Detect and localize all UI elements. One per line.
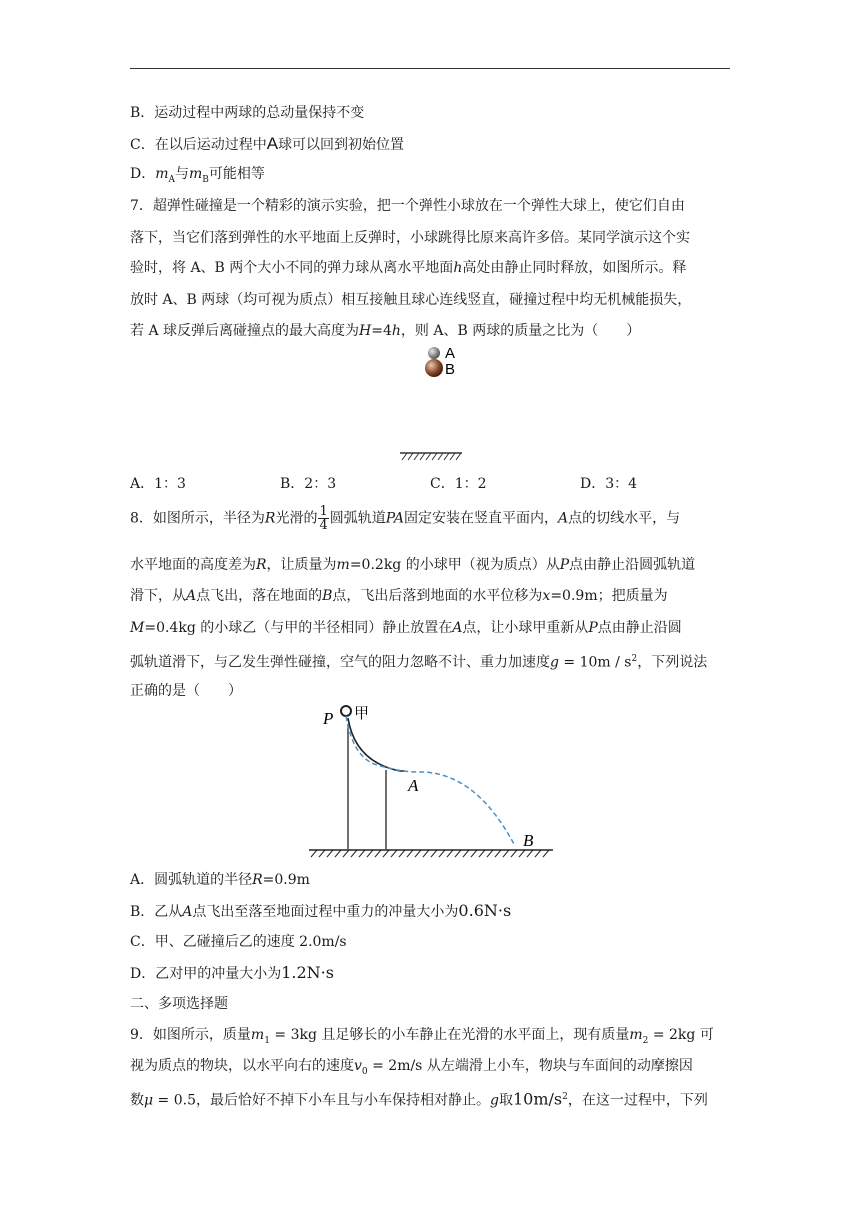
q8-option-d: D．乙对甲的冲量大小为1.2N·s <box>130 963 334 982</box>
ball-a-label: A <box>445 345 456 362</box>
q7-options <box>130 473 730 493</box>
header-rule <box>130 68 730 69</box>
quarter-fraction: $\frac{1}{4}$ <box>319 504 328 533</box>
q9-text-line3: 数μ = 0.5，最后恰好不掉下小车且与小车保持相对静止。g取$10m/s^2$，在这一过程中，下列 <box>130 1089 708 1109</box>
q8-text-line3: 滑下，从A点飞出，落在地面的B点，飞出后落到地面的水平位移为x=0.9m；把质量为 <box>130 588 668 604</box>
q7-option-d: D．3：4 <box>580 476 638 492</box>
q6-option-b: B．运动过程中两球的总动量保持不变 <box>130 105 365 121</box>
ball-b <box>425 359 443 377</box>
point-p-label: P <box>323 709 334 728</box>
ball-jia-label: 甲 <box>354 704 370 722</box>
point-b-label: B <box>523 831 534 850</box>
q9-text-line2: 视为质点的物块，以水平向右的速度$v_0 = 2m/s$ 从左端滑上小车，物块与车面间的动摩擦因 <box>130 1058 693 1077</box>
ball-jia <box>341 706 351 716</box>
q8-text-line2: 水平地面的高度差为R，让质量为m=0.2kg 的小球甲（视为质点）从P点由静止沿圆弧轨道 <box>130 557 696 573</box>
q8-option-a: A．圆弧轨道的半径R=0.9m <box>130 872 310 888</box>
q8-option-b: B．乙从A点飞出至落至地面过程中重力的冲量大小为0.6N·s <box>130 901 512 920</box>
q8-text-line4: M=0.4kg 的小球乙（与甲的半径相同）静止放置在A点，让小球甲重新从P点由静止沿圆 <box>130 620 682 636</box>
section-heading: 二、多项选择题 <box>130 996 228 1012</box>
q9-text-line1: 9．如图所示，质量$m_1 = 3kg$ 且足够长的小车静止在光滑的水平面上，现有质量$m_2 = 2kg$ 可 <box>130 1027 714 1046</box>
q7-text-line2: 落下，当它们落到弹性的水平地面上反弹时，小球跳得比原来高许多倍。某同学演示这个实 <box>130 230 690 246</box>
q7-text-line3: 验时，将 A、B 两个大小不同的弹力球从离水平地面h高处由静止同时释放，如图所示。释 <box>130 260 687 276</box>
q8-option-c: C．甲、乙碰撞后乙的速度 2.0m/s <box>130 934 347 950</box>
q6-option-d: D．$m_A$与$m_B$可能相等 <box>130 166 265 185</box>
ball-b-label: B <box>445 361 456 378</box>
q8-text-line1: 8．如图所示，半径为R光滑的 $\frac{1}{4}$ 圆弧轨道PA固定安装在竖直平面内，A点的切线水平，与 <box>130 504 681 533</box>
q8-text-line6: 正确的是（ ） <box>130 683 242 699</box>
q8-figure <box>305 700 565 865</box>
q6-option-c: C．在以后运动过程中A球可以回到初始位置 <box>130 134 405 153</box>
q7-text-line5: 若 A 球反弹后离碰撞点的最大高度为H=4h，则 A、B 两球的质量之比为（ ） <box>130 323 641 339</box>
ground-hatch <box>309 850 553 857</box>
q7-text-line4: 放时 A、B 两球（均可视为质点）相互接触且球心连线竖直，碰撞过程中均无机械能损失， <box>130 292 692 308</box>
q7-option-c: C．1：2 <box>430 476 487 492</box>
q7-text-line1: 7．超弹性碰撞是一个精彩的演示实验，把一个弹性小球放在一个弹性大球上，使它们自由 <box>130 198 685 214</box>
q8-text-line5: 弧轨道滑下，与乙发生弹性碰撞，空气的阻力忽略不计、重力加速度$g = 10m / s^2$，下列说法 <box>130 654 708 671</box>
arc-track <box>348 718 405 771</box>
ground-hatch <box>400 453 462 460</box>
ball-a <box>428 347 440 359</box>
q7-option-b: B．2：3 <box>280 476 337 492</box>
q7-figure <box>390 340 470 465</box>
q7-option-a: A．1：3 <box>130 476 186 492</box>
trajectory-path <box>346 716 515 846</box>
point-a-label: A <box>408 776 419 795</box>
